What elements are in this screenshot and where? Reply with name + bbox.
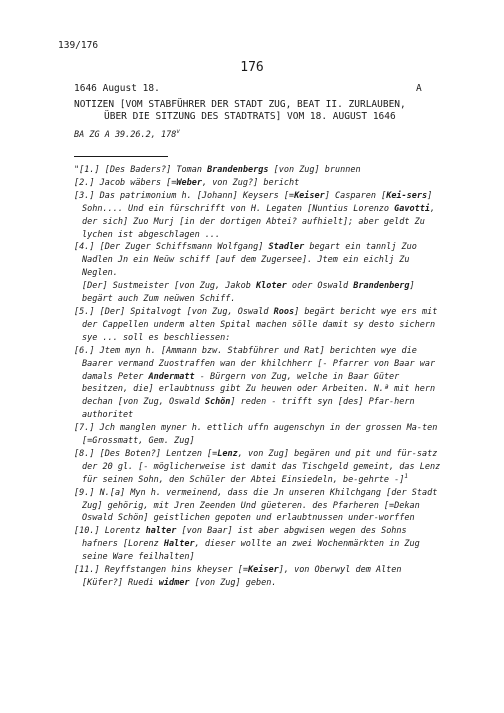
signature-superscript: v	[176, 128, 180, 136]
note-entry: [9.] N.[a] Myn h. vermeinend, dass die Jn unseren Khilchgang [der Stadt Zug] gehörig, mit Jren Zeenden Und güeteren. des Pfarheren [=Dekan Oswald Schön] geistlichen gepoten und erlaubtnussen under-worffen	[74, 487, 438, 524]
person-name: Kloter	[256, 281, 287, 292]
title-line-1: NOTIZEN [VOM STABFÜHRER DER STADT ZUG, BEAT II. ZURLAUBEN,	[74, 99, 406, 110]
signature-text: BA ZG A 39.26.2, 178	[74, 130, 177, 140]
person-name: Weber	[176, 177, 202, 188]
person-name: halter	[145, 526, 177, 537]
note-entry: [6.] Jtem myn h. [Ammann bzw. Stabführer und Rat] berichten wye die Baarer vermand Zuostraffen wan der khilchherr [- Pfarrer von Baar war damals Peter Andermatt - Bürgern von Zug, welche in Baar Güter besitzen, die] erlaubtnuss gibt Zu heuwen oder Arbeiten. N.ª mit hern dechan [von Zug, Oswald Schön] reden - trifft syn [des] Pfar-hern authoritet	[74, 345, 436, 421]
person-name: Andermatt	[148, 371, 195, 382]
document-title	[74, 99, 434, 123]
note-entry: [10.] Lorentz halter [von Baar] ist aber abgwisen wegen des Sohns hafners [Lorenz Halter, dieser wollte an zwei Wochenmärkten in Zug seine Ware feilhalten]	[74, 526, 420, 563]
divider	[74, 156, 168, 157]
note-entry: [3.] Das patrimonium h. [Johann] Keysers [=Keiser] Casparen [Kei-sers] Sohn.... Und ein fürschrifft von H. Legaten [Nuntius Lorenzo Gavotti, der sich] Zuo Murj [in der dortigen Abtei? aufhielt]; aber geldt Zu lychen ist abgeschlagen ...	[74, 190, 436, 240]
document-type-letter: A	[416, 83, 422, 94]
page-counter: 139/176	[58, 40, 99, 51]
note-entry: [5.] [Der] Spitalvogt [von Zug, Oswald Roos] begärt bericht wye ers mit der Cappellen underm alten Spital machen sölle damit sy desto sichern sye ... soll es beschliessen:	[74, 306, 438, 343]
note-entry: [11.] Reyffstangen hins kheyser [=Keiser], von Oberwyl dem Alten [Küfer?] Ruedi widmer [von Zug] geben.	[74, 565, 402, 588]
person-name: Lenz	[217, 448, 238, 459]
person-name: Roos	[273, 306, 295, 317]
note-entry: [Der] Sustmeister [von Zug, Jakob Kloter oder Oswald Brandenberg] begärt auch Zum neüwen Schiff.	[82, 281, 415, 305]
note-entry: [4.] [Der Zuger Schiffsmann Wolfgang] Stadler begart ein tannlj Zuo Nadlen Jn ein Neüw schiff [auf dem Zugersee]. Jtem ein eichlj Zu Neglen.	[74, 242, 417, 279]
footnote-marker: 1	[404, 472, 409, 480]
person-name: Keiser	[248, 565, 279, 576]
note-entry: [7.] Jch manglen myner h. ettlich uffn augenschyn in der grossen Ma-ten [=Grossmatt, Gem. Zug]	[74, 423, 438, 447]
person-name: widmer	[158, 578, 190, 588]
person-name: Gavotti	[394, 203, 430, 214]
note-entry: [8.] [Des Boten?] Lentzen [=Lenz, von Zug] begären und pit und für-satz der 20 gl. [- möglicherweise ist damit das Tischgeld gemeint, das Lenz für seinen Sohn, den Schüler der Abtei Einsiedeln, be-gehrte -]$^1$	[74, 448, 441, 485]
person-name: Halter	[163, 539, 195, 550]
archive-signature	[74, 130, 180, 140]
person-name: Keiser	[294, 190, 325, 201]
person-name: Brandenbergs	[207, 165, 269, 175]
document-number: 176	[240, 60, 264, 75]
person-name: Brandenberg	[353, 281, 410, 292]
note-entry: "[1.] [Des Baders?] Toman Brandenbergs [von Zug] brunnen	[74, 165, 361, 175]
title-line-2: ÜBER DIE SITZUNG DES STADTRATS] VOM 18. AUGUST 1646	[104, 111, 396, 122]
person-name: Stadler	[268, 242, 305, 253]
document-date: 1646 August 18.	[74, 83, 160, 94]
person-name: Schön	[204, 397, 231, 408]
notes-body	[74, 164, 444, 590]
person-name: Kei-sers	[386, 190, 428, 201]
note-entry: [2.] Jacob wäbers [=Weber, von Zug?] bericht	[74, 177, 300, 188]
